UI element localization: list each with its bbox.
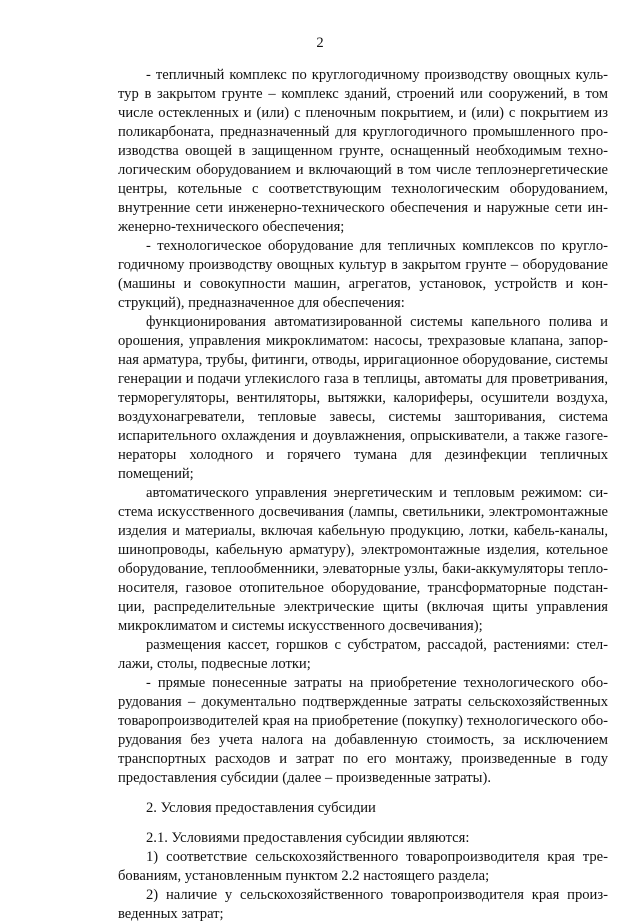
document-body <box>118 66 608 924</box>
equipment-placement: размещения кассет, горшков с субстратом, рассадой, растениями: стеллажи, столы, подвесные лотки; <box>118 637 608 672</box>
definition-direct-costs: - прямые понесенные затраты на приобретение технологического оборудования – документально подтвержденные затраты сельскохозяйственных товаропроизводителей края на приобретение (покупку) технологического оборудования без учета налога на добавленную стоимость, за исключением транспортных расходов и затрат по его монтажу, произведенные в году предоставления субсидии (далее – произведенные затраты). <box>118 675 608 786</box>
equipment-irrigation-climate: функционирования автоматизированной системы капельного полива и орошения, управления микроклиматом: насосы, трехразовые клапана, запорная арматура, трубы, фитинги, отводы, ирригационное оборудование, системы генерации и подачи углекислого газа в теплицы, автоматы для проветривания, терморегуляторы, вентиляторы, вытяжки, калориферы, осушители воздуха, воздухонагреватели, тепловые завесы, системы зашторивания, система испарительного охлаждения и доувлажнения, опрыскиватели, а также газогенераторы холодного и горячего тумана для дезинфекции тепличных помещений; <box>118 314 608 482</box>
section-heading: 2. Условия предоставления субсидии <box>146 800 376 816</box>
definition-technological-equipment: - технологическое оборудование для тепличных комплексов по круглогодичному производству овощных культур в закрытом грунте – оборудование (машины и совокупности машин, агрегатов, установок, устройств и конструкций), предназначенное для обеспечения: <box>118 238 608 311</box>
page-number: 2 <box>316 35 324 51</box>
equipment-energy-thermal: автоматического управления энергетическим и тепловым режимом: система искусственного досвечивания (лампы, светильники, электромонтажные изделия и материалы, включая кабельную продукцию, лотки, кабель-каналы, шинопроводы, кабельную арматуру), электромонтажные изделия, котельное оборудование, теплообменники, элеваторные узлы, баки-аккумуляторы теплоносителя, газовое отопительное оборудование, трансформаторные подстанции, распределительные электрические щиты (включая щиты управления микроклиматом и системы искусственного досвечивания); <box>118 485 608 634</box>
clause-condition-2: 2) наличие у сельскохозяйственного товаропроизводителя края произведенных затрат; <box>118 887 608 922</box>
definition-greenhouse-complex: - тепличный комплекс по круглогодичному производству овощных культур в закрытом грунте – комплекс зданий, строений или сооружений, в том числе остекленных и (или) с пленочным покрытием, и (или) с покрытием из поликарбоната, предназначенный для круглогодичного промышленного производства овощей в защищенном грунте, оснащенный необходимым технологическим оборудованием и включающий в том числе теплоэнергетические центры, котельные с соответствующим технологическим оборудованием, внутренние сети инженерно-технического обеспечения и наружные сети инженерно-технического обеспечения; <box>118 67 608 235</box>
clause-condition-1: 1) соответствие сельскохозяйственного товаропроизводителя края требованиям, установленным пунктом 2.2 настоящего раздела; <box>118 849 608 884</box>
clause-2-1: 2.1. Условиями предоставления субсидии являются: <box>146 830 470 846</box>
